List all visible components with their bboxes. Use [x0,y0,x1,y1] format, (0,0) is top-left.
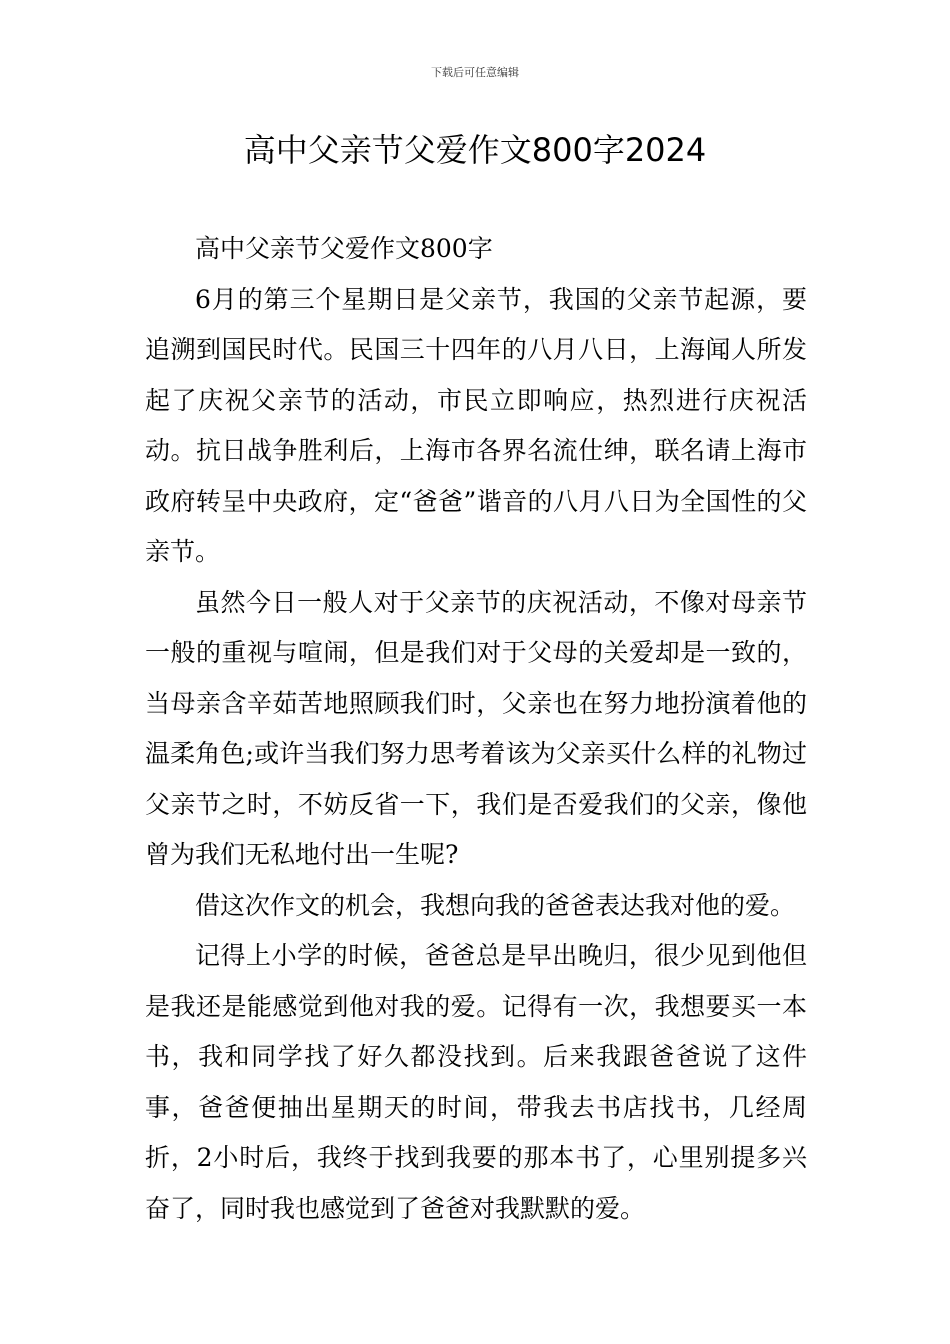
header-note: 下载后可任意编辑 [431,66,519,79]
document-body [145,224,807,1234]
document-title: 高中父亲节父爱作文800字2024 [243,131,707,169]
paragraph-reflection: 虽然今日一般人对于父亲节的庆祝活动，不像对母亲节一般的重视与喧闹，但是我们对于父母的关爱却是一致的，当母亲含辛茹苦地照顾我们时，父亲也在努力地扮演着他的温柔角色;或许当我们努力思考着该为父亲买什么样的礼物过父亲节之时，不妨反省一下，我们是否爱我们的父亲，像他曾为我们无私地付出一生呢? [145,587,807,869]
paragraph-intent: 借这次作文的机会，我想向我的爸爸表达我对他的爱。 [195,890,796,920]
paragraph-memory: 记得上小学的时候，爸爸总是早出晚归，很少见到他但是我还是能感觉到他对我的爱。记得有一次，我想要买一本书，我和同学找了好久都没找到。后来我跟爸爸说了这件事，爸爸便抽出星期天的时间，带我去书店找书，几经周折，2小时后，我终于找到我要的那本书了，心里别提多兴奋了，同时我也感觉到了爸爸对我默默的爱。 [145,941,807,1223]
paragraph-origin: 6月的第三个星期日是父亲节，我国的父亲节起源，要追溯到国民时代。民国三十四年的八月八日，上海闻人所发起了庆祝父亲节的活动，市民立即响应，热烈进行庆祝活动。抗日战争胜利后，上海市各界名流仕绅，联名请上海市政府转呈中央政府，定“爸爸”谐音的八月八日为全国性的父亲节。 [145,284,807,566]
paragraph-subtitle: 高中父亲节父爱作文800字 [195,234,493,263]
